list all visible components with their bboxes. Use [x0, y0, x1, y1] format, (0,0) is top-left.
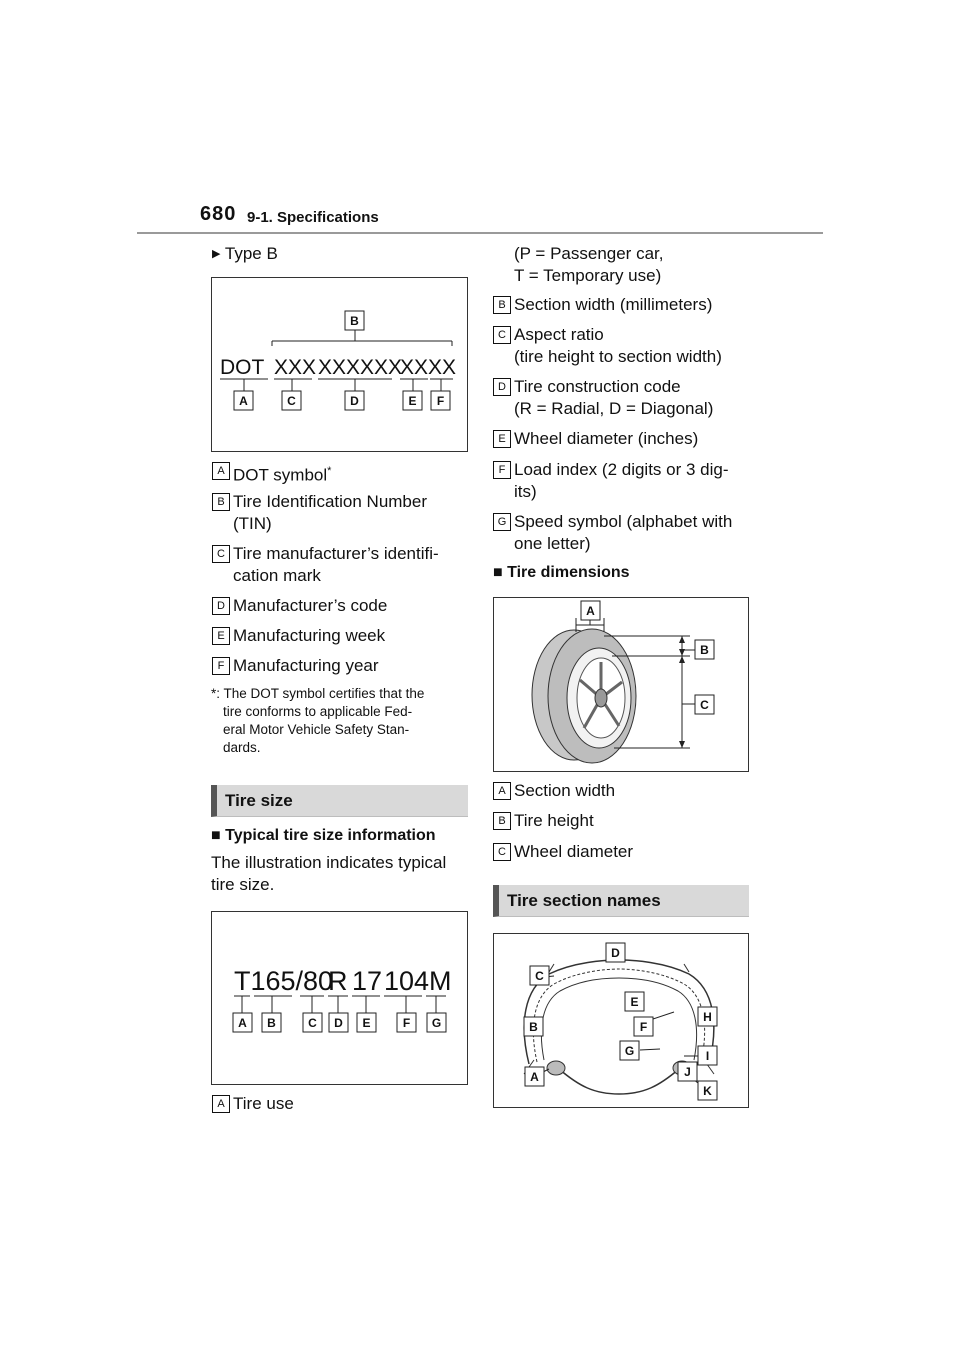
dot-figure [211, 277, 468, 452]
callout-b: B [350, 314, 359, 328]
dot-prefix: DOT [220, 356, 265, 379]
tire-section-names-heading: Tire section names [493, 885, 749, 917]
tire-dimensions-figure [493, 597, 749, 772]
item-label: E [212, 627, 230, 645]
callout-f: F [436, 394, 445, 408]
item-text: Wheel diameter (inches) [514, 429, 699, 448]
size-callout-g: G [431, 1016, 442, 1030]
type-b-heading [212, 243, 278, 265]
item-label: B [493, 296, 511, 314]
item-label: F [212, 657, 230, 675]
dim-callout-b: B [700, 643, 709, 657]
wheel-hub [595, 689, 607, 707]
item-label: E [493, 430, 511, 448]
tread-outline [524, 960, 714, 1064]
item-text: Manufacturing year [233, 656, 379, 675]
dim-callout-a: A [586, 604, 595, 618]
item-label: A [493, 782, 511, 800]
size-callout-f: F [402, 1016, 411, 1030]
tire-section-diagram [494, 934, 748, 1107]
sect-callout-d: D [611, 946, 620, 960]
item-text: Tire height [514, 811, 594, 830]
size-callout-a: A [238, 1016, 247, 1030]
item-text: Wheel diameter [514, 842, 634, 861]
size-callout-d: D [334, 1016, 343, 1030]
inner-liner [541, 978, 696, 1060]
item-label: A [212, 462, 230, 480]
item-label: C [493, 326, 511, 344]
size-callout-c: C [308, 1016, 317, 1030]
item-label: F [493, 461, 511, 479]
item-label: G [493, 513, 511, 531]
typical-size-body: The illustration indicates typical tire size. [211, 853, 447, 894]
footnote [211, 685, 471, 757]
item-label: B [212, 493, 230, 511]
arrow-icon: ▶ [212, 248, 221, 260]
callout-d: D [350, 394, 359, 408]
sect-callout-a: A [530, 1070, 539, 1084]
sect-callout-f: F [639, 1020, 648, 1034]
item-text: Section width (millimeters) [514, 295, 713, 314]
item-text: Manufacturer’s code [233, 596, 388, 615]
rim-line [559, 1069, 679, 1094]
tire-dimensions-text: Tire dimensions [507, 564, 630, 581]
dot-group-3: XXXX [400, 356, 457, 379]
header-rule [137, 232, 823, 234]
footnote-marker: * [327, 465, 332, 477]
item-text: Aspect ratio (tire height to section width) [514, 325, 722, 366]
item-label: C [212, 545, 230, 563]
section-title: 9-1. Specifications [247, 209, 379, 226]
tire-use-continued: (P = Passenger car, T = Temporary use) [514, 244, 664, 285]
sect-callout-k: K [703, 1084, 712, 1098]
item-label: B [493, 812, 511, 830]
sect-callout-i: I [705, 1049, 710, 1063]
bullet-icon: ■ [493, 564, 503, 581]
sect-callout-b: B [529, 1020, 538, 1034]
item-text: Section width [514, 781, 616, 800]
tire-dimensions-heading [493, 562, 630, 584]
page-number: 680 [200, 203, 237, 225]
item-text: Load index (2 digits or 3 dig- its) [514, 460, 729, 501]
belt-outline [533, 969, 704, 1062]
footnote-line: *: The DOT symbol certifies that the [211, 686, 425, 701]
bullet-icon: ■ [211, 827, 221, 844]
size-callout-b: B [267, 1016, 276, 1030]
size-part-4: 104M [384, 966, 452, 996]
footnote-line: eral Motor Vehicle Safety Stan- [223, 722, 410, 737]
typical-size-heading [211, 825, 436, 847]
typical-size-text: Typical tire size information [225, 827, 436, 844]
sect-callout-e: E [630, 995, 639, 1009]
size-part-3: 17 [352, 966, 383, 996]
item-text: Tire manufacturer’s identifi- cation mark [233, 544, 439, 585]
type-b-text: Type B [224, 244, 278, 263]
footnote-line: tire conforms to applicable Fed- [223, 704, 413, 719]
tire-size-figure [211, 911, 468, 1085]
sect-callout-c: C [535, 969, 544, 983]
item-text: Manufacturing week [233, 626, 386, 645]
item-text: Tire use [233, 1094, 294, 1113]
item-text: DOT symbol* [233, 465, 332, 485]
bead-left [547, 1061, 565, 1075]
callout-a: A [239, 394, 248, 408]
sect-callout-j: J [684, 1065, 691, 1079]
size-callout-e: E [362, 1016, 371, 1030]
tire-dimensions-diagram [494, 598, 748, 771]
tire-size-diagram [212, 912, 467, 1084]
item-label: D [212, 597, 230, 615]
item-text: Tire construction code (R = Radial, D = Diagonal) [514, 377, 714, 418]
dot-group-2: XXXXXX [318, 356, 403, 379]
dim-callout-c: C [700, 698, 709, 712]
item-text: Speed symbol (alphabet with one letter) [514, 512, 733, 553]
item-label: C [493, 843, 511, 861]
tire-section-figure [493, 933, 749, 1108]
callout-e: E [408, 394, 417, 408]
item-text: Tire Identification Number (TIN) [233, 492, 428, 533]
footnote-line: dards. [223, 740, 261, 755]
item-label: D [493, 378, 511, 396]
sect-callout-h: H [703, 1010, 712, 1024]
callout-c: C [287, 394, 296, 408]
size-part-2: R [328, 966, 348, 996]
dot-group-1: XXX [274, 356, 317, 379]
sect-callout-g: G [624, 1044, 635, 1058]
dot-diagram [212, 278, 467, 451]
tire-size-heading: Tire size [211, 785, 468, 817]
item-label: A [212, 1095, 230, 1113]
size-part-1: T165/80 [234, 966, 334, 996]
